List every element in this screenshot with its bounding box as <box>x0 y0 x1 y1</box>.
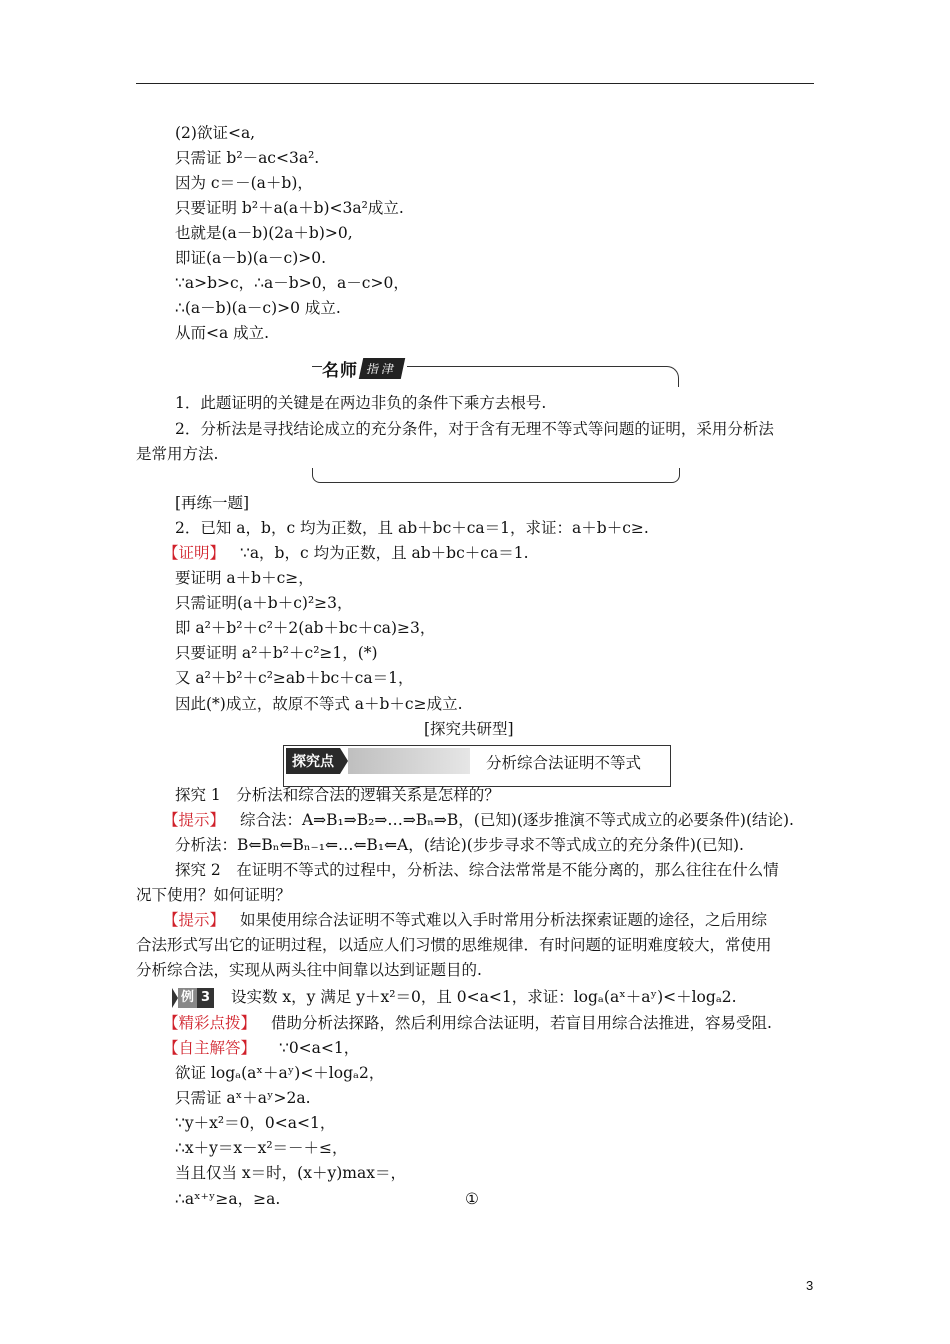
solution-step: 当且仅当 x＝时，(x＋y)max＝， <box>175 1164 406 1182</box>
proof-line: 因此(*)成立，故原不等式 a＋b＋c≥成立. <box>175 695 463 713</box>
insight-tag: 【精彩点拨】 <box>163 1014 257 1032</box>
proof-line: 只需证 b²－ac<3a². <box>175 149 320 167</box>
proof-line: 因为 c＝－(a＋b)， <box>175 174 313 192</box>
practice-header: [再练一题] <box>175 494 250 512</box>
hint-tag: 【提示】 <box>163 811 226 829</box>
solution-step: 欲证 logₐ(aˣ＋aʸ)<＋logₐ2， <box>175 1064 385 1082</box>
tip-item: 1．此题证明的关键是在两边非负的条件下乘方去根号. <box>175 394 547 412</box>
solution-step: ∴aˣ⁺ʸ≥a，≥a. <box>175 1190 281 1208</box>
teacher-tips-title: 名师 <box>322 360 358 381</box>
proof-line: 要证明 a＋b＋c≥， <box>175 569 314 587</box>
arrow-icon <box>340 748 348 774</box>
hint-line <box>163 910 767 930</box>
example-text: 设实数 x，y 满足 y＋x²＝0，且 0<a<1，求证：logₐ(aˣ＋aʸ)<＋logₐ2. <box>231 988 737 1006</box>
example-number: 3 <box>197 988 214 1008</box>
proof-line: 即 a²＋b²＋c²＋2(ab＋bc＋ca)≥3， <box>175 619 436 637</box>
teacher-tips-box-bottom <box>312 468 680 483</box>
circled-number: ① <box>465 1190 479 1208</box>
solution-line <box>163 1038 359 1058</box>
hint-line <box>163 810 794 830</box>
proof-line: ∵a>b>c，∴a－b>0，a－c>0， <box>175 274 409 292</box>
teacher-tips-tag: 指津 <box>359 358 405 379</box>
insight-line <box>163 1013 772 1033</box>
practice-question: 2．已知 a，b，c 均为正数，且 ab＋bc＋ca＝1，求证：a＋b＋c≥. <box>175 519 649 537</box>
hint-tag: 【提示】 <box>163 911 226 929</box>
proof-line: 也就是(a－b)(2a＋b)>0, <box>175 224 353 242</box>
header-rule <box>136 83 814 84</box>
solution-text: ∵0<a<1， <box>278 1039 360 1057</box>
example-line <box>172 987 737 1008</box>
solution-step: ∵y＋x²＝0，0<a<1， <box>175 1114 336 1132</box>
proof-line: 只要证明 b²＋a(a＋b)<3a²成立. <box>175 199 404 217</box>
tip-item-cont: 是常用方法. <box>136 445 219 463</box>
proof-first-line <box>163 543 529 563</box>
proof-line: ∴(a－b)(a－c)>0 成立. <box>175 299 341 317</box>
solution-step: 只需证 aˣ＋aʸ>2a. <box>175 1089 311 1107</box>
hint-text: 如果使用综合法证明不等式难以入手时常用分析法探索证题的途径，之后用综 <box>239 911 767 929</box>
explore-question: 探究 1 分析法和综合法的逻辑关系是怎样的？ <box>175 786 500 804</box>
gradient-band <box>348 748 470 774</box>
teacher-tips-label <box>322 356 407 380</box>
section-header: [探究共研型] <box>424 720 514 738</box>
example-tag <box>172 988 214 1008</box>
explore-point-label: 探究点 <box>286 748 340 774</box>
proof-line: (2)欲证<a, <box>175 124 256 142</box>
solution-step: ∴x＋y＝x－x²＝－＋≤， <box>175 1139 348 1157</box>
explore-point-title: 分析综合法证明不等式 <box>486 754 642 772</box>
hint-text: 综合法：A⇒B₁⇒B₂⇒…⇒Bₙ⇒B，(已知)(逐步推演不等式成立的必要条件)(结论). <box>239 811 794 829</box>
hint-line: 合法形式写出它的证明过程，以适应人们习惯的思维规律．有时问题的证明难度较大，常使用 <box>136 936 772 954</box>
proof-line: 即证(a－b)(a－c)>0. <box>175 249 327 267</box>
explore-question: 探究 2 在证明不等式的过程中，分析法、综合法常常是不能分离的，那么往往在什么情 <box>175 861 779 879</box>
proof-text: ∵a，b，c 均为正数，且 ab＋bc＋ca＝1. <box>239 544 529 562</box>
explore-point-bar <box>283 745 671 787</box>
hint-line: 分析综合法，实现从两头往中间靠以达到证题目的. <box>136 961 482 979</box>
proof-line: 从而<a 成立. <box>175 324 270 342</box>
hint-line: 分析法：B⇐Bₙ⇐Bₙ₋₁⇐…⇐B₁⇐A，(结论)(步步寻求不等式成立的充分条件)(已知). <box>175 836 744 854</box>
proof-line: 又 a²＋b²＋c²≥ab＋bc＋ca＝1， <box>175 669 414 687</box>
insight-text: 借助分析法探路，然后利用综合法证明，若盲目用综合法推进，容易受阻. <box>270 1014 772 1032</box>
solution-tag: 【自主解答】 <box>163 1039 257 1057</box>
tip-item: 2．分析法是寻找结论成立的充分条件，对于含有无理不等式等问题的证明，采用分析法 <box>175 420 774 438</box>
page-number: 3 <box>806 1278 814 1293</box>
proof-line: 只要证明 a²＋b²＋c²≥1，(*) <box>175 644 378 662</box>
proof-tag: 【证明】 <box>163 544 226 562</box>
proof-line: 只需证明(a＋b＋c)²≥3， <box>175 594 353 612</box>
example-label: 例 <box>178 988 197 1008</box>
explore-question-cont: 况下使用？如何证明？ <box>136 886 292 904</box>
